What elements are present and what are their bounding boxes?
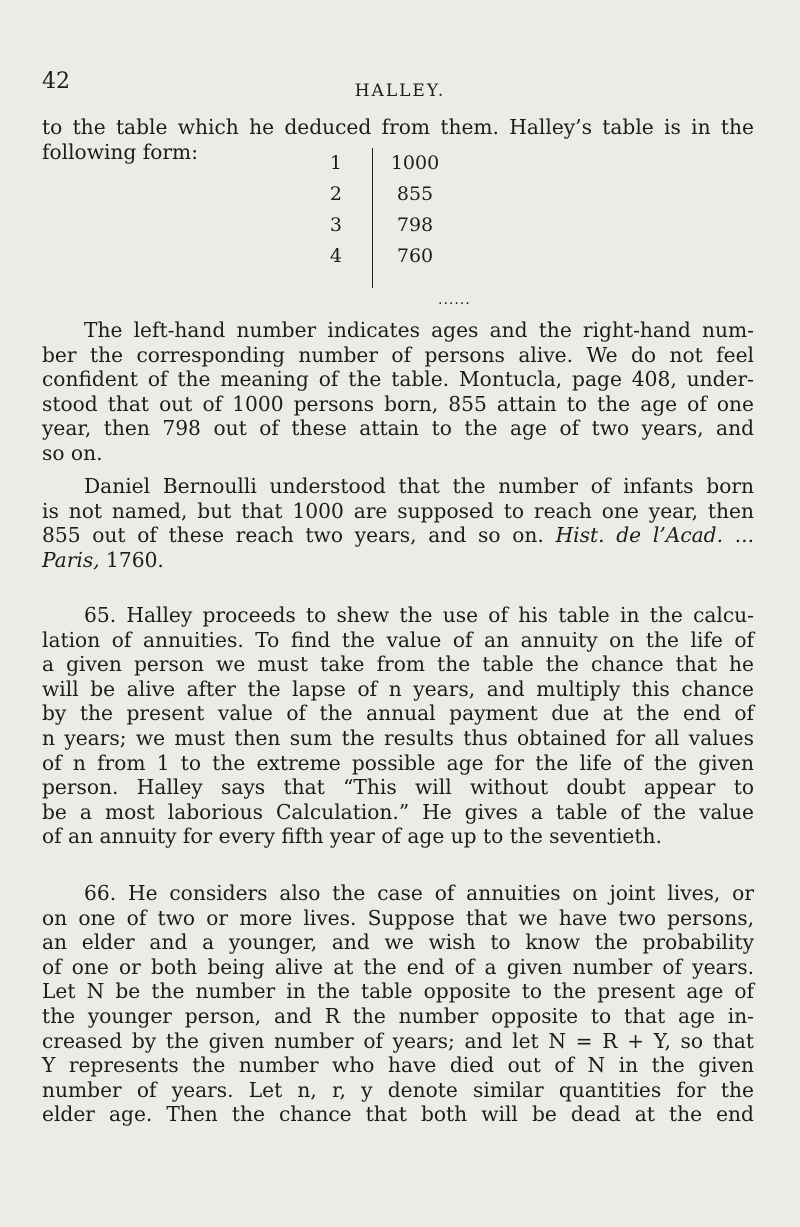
page-number: 42: [42, 69, 70, 94]
text-line: a given person we must take from the table the chance that he: [42, 652, 754, 677]
text-line: following form:: [42, 139, 198, 164]
life-table: [300, 148, 520, 272]
text-line: to the table which he deduced from them. Halley’s table is in the: [42, 115, 754, 139]
text-fragment: 855 out of these reach two years, and so on.: [42, 523, 544, 548]
text-line: be a most laborious Calculation.” He gives a table of the value: [42, 799, 754, 824]
age-cell: 1: [329, 152, 342, 174]
text-line: an elder and a younger, and we wish to know the probability: [42, 930, 754, 955]
text-line: of one or both being alive at the end of a given number of years.: [42, 954, 754, 979]
table-row: [300, 179, 520, 210]
text-line: elder age. Then the chance that both will be dead at the end: [42, 1102, 754, 1127]
citation-year: 1760.: [106, 547, 164, 572]
text-line: Y represents the number who have died out of N in the given: [42, 1053, 754, 1078]
text-line: confident of the meaning of the table. Montucla, page 408, under-: [42, 367, 754, 392]
text-line: Let N be the number in the table opposite to the present age of: [42, 979, 754, 1004]
text-line: number of years. Let n, r, y denote similar quantities for the: [42, 1077, 754, 1102]
running-head: HALLEY.: [354, 81, 446, 101]
age-cell: 4: [329, 245, 342, 267]
alive-cell: 1000: [390, 152, 440, 174]
text-line: so on.: [42, 440, 103, 465]
paragraph-66: [42, 881, 754, 1127]
age-cell: 2: [329, 183, 342, 205]
table-row: [300, 241, 520, 272]
table-row: [300, 148, 520, 179]
text-line: year, then 798 out of these attain to the age of two years, and: [42, 416, 754, 441]
text-line: 65. Halley proceeds to shew the use of his table in the calcu-: [84, 603, 754, 627]
citation-title: Hist. de l’Acad. ...: [555, 523, 754, 548]
text-line: ber the corresponding number of persons alive. We do not feel: [42, 342, 754, 367]
paragraph-bernoulli: [42, 474, 754, 572]
paragraph-ages: [42, 318, 754, 466]
table-continuation-dots: ......: [438, 292, 471, 308]
text-line: 66. He considers also the case of annuities on joint lives, or: [84, 881, 754, 905]
text-line: of n from 1 to the extreme possible age for the life of the given: [42, 750, 754, 775]
table-row: [300, 210, 520, 241]
paragraph-65: [42, 603, 754, 849]
alive-cell: 855: [396, 183, 434, 205]
text-line: stood that out of 1000 persons born, 855 attain to the age of one: [42, 391, 754, 416]
text-line: [42, 548, 754, 573]
text-line: person. Halley says that “This will without doubt appear to: [42, 775, 754, 800]
age-cell: 3: [329, 214, 342, 236]
alive-cell: 798: [396, 214, 434, 236]
text-line: of an annuity for every fifth year of age up to the seventieth.: [42, 824, 662, 849]
text-line: is not named, but that 1000 are supposed to reach one year, then: [42, 498, 754, 523]
text-line: the younger person, and R the number opposite to that age in-: [42, 1003, 754, 1028]
text-line: creased by the given number of years; and let N = R + Y, so that: [42, 1028, 754, 1053]
text-line: n years; we must then sum the results thus obtained for all values: [42, 725, 754, 750]
text-line: The left-hand number indicates ages and the right-hand num-: [84, 318, 754, 342]
text-line: will be alive after the lapse of n years, and multiply this chance: [42, 676, 754, 701]
text-line: lation of annuities. To find the value of an annuity on the life of: [42, 627, 754, 652]
alive-cell: 760: [396, 245, 434, 267]
text-line: by the present value of the annual payment due at the end of: [42, 701, 754, 726]
text-line: Daniel Bernoulli understood that the number of infants born: [84, 474, 754, 498]
text-line: on one of two or more lives. Suppose that we have two persons,: [42, 905, 754, 930]
text-line: [42, 523, 754, 548]
citation-place: Paris,: [42, 547, 100, 572]
